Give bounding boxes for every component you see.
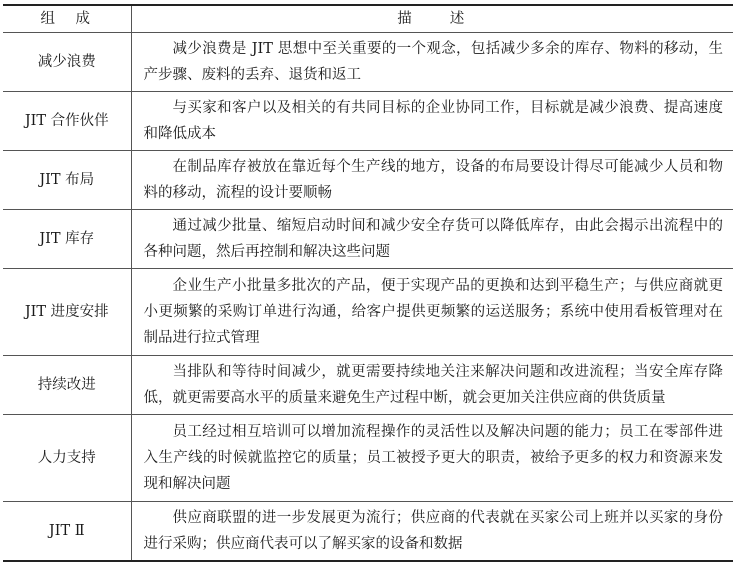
row-description: 在制品库存被放在靠近每个生产线的地方，设备的布局要设计得尽可能减少人员和物料的移动，流程的设计要顺畅 (131, 151, 733, 210)
row-component-name: 减少浪费 (3, 33, 131, 92)
row-description: 与买家和客户以及相关的有共同目标的企业协同工作，目标就是减少浪费、提高速度和降低成本 (131, 92, 733, 151)
row-description: 通过减少批量、缩短启动时间和减少安全存货可以降低库存，由此会揭示出流程中的各种问题，然后再控制和解决这些问题 (131, 210, 733, 269)
table-row (3, 415, 733, 502)
jit-components-table (3, 4, 733, 562)
row-description: 员工经过相互培训可以增加流程操作的灵活性以及解决问题的能力；员工在零部件进入生产线的时候就监控它的质量；员工被授予更大的职责，被给予更多的权力和资源来发现和解决问题 (131, 415, 733, 502)
table-row (3, 92, 733, 151)
row-description: 供应商联盟的进一步发展更为流行；供应商的代表就在买家公司上班并以买家的身份进行采购；供应商代表可以了解买家的设备和数据 (131, 502, 733, 562)
row-description: 当排队和等待时间减少，就更需要持续地关注来解决问题和改进流程；当安全库存降低，就更需要高水平的质量来避免生产过程中断，就会更加关注供应商的供货质量 (131, 356, 733, 415)
row-component-name: JIT 库存 (3, 210, 131, 269)
table-row (3, 269, 733, 356)
row-component-name: JIT 进度安排 (3, 269, 131, 356)
table-row (3, 356, 733, 415)
row-component-name: 持续改进 (3, 356, 131, 415)
row-component-name: 人力支持 (3, 415, 131, 502)
row-description: 企业生产小批量多批次的产品，便于实现产品的更换和达到平稳生产；与供应商就更小更频繁的采购订单进行沟通，给客户提供更频繁的运送服务；系统中使用看板管理对在制品进行拉式管理 (131, 269, 733, 356)
table-row (3, 151, 733, 210)
row-component-name: JIT Ⅱ (3, 502, 131, 562)
table-row (3, 502, 733, 562)
header-description: 描 述 (131, 5, 733, 33)
row-component-name: JIT 布局 (3, 151, 131, 210)
table-row (3, 33, 733, 92)
header-component: 组 成 (3, 5, 131, 33)
table-header-row (3, 5, 733, 33)
table-row (3, 210, 733, 269)
row-description: 减少浪费是 JIT 思想中至关重要的一个观念，包括减少多余的库存、物料的移动，生产步骤、废料的丢弃、退货和返工 (131, 33, 733, 92)
row-component-name: JIT 合作伙伴 (3, 92, 131, 151)
